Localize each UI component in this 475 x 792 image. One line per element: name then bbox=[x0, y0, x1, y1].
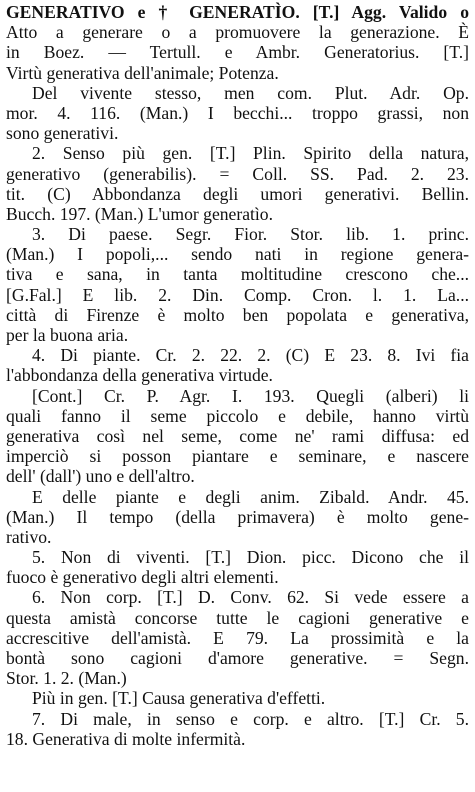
text-line: per la buona aria. bbox=[6, 325, 129, 345]
text-line: l'abbondanza della generativa virtude. bbox=[6, 365, 273, 386]
sense-2-line: 2. Senso più gen. [T.] Plin. Spirito della natura, bbox=[32, 143, 469, 164]
text-line: quali fanno il seme piccolo e debile, hanno virtù bbox=[6, 405, 469, 426]
text-line: sono generativi. bbox=[6, 123, 119, 144]
sense-5-line: 5. Non di viventi. [T.] Dion. picc. Dicono che il bbox=[32, 547, 469, 568]
sense-6-line: 6. Non corp. [T.] D. Conv. 62. Si vede essere a bbox=[32, 587, 469, 608]
text-line: mor. 4. 116. (Man.) I becchi... troppo grassi, non bbox=[6, 102, 469, 123]
text-line: generativo (generabilis). = Coll. SS. Pad. 2. 23. bbox=[6, 163, 469, 184]
text-line: bontà sono cagioni d'amore generative. = Segn. bbox=[6, 648, 469, 668]
text-line: imperciò si posson piantare e seminare, e nascere bbox=[6, 446, 469, 467]
text-line: (Man.) I popoli,... sendo nati in regione genera- bbox=[6, 244, 469, 265]
text-line: tit. (C) Abbondanza degli umori generativi. Bellin. bbox=[6, 183, 469, 204]
text-line: fuoco è generativo degli altri elementi. bbox=[6, 567, 279, 588]
text-line: (Man.) Il tempo (della primavera) è molto gene- bbox=[6, 506, 469, 527]
text-line: questa amistà concorse tutte le cagioni generative e bbox=[6, 607, 469, 628]
text-line: rativo. bbox=[6, 526, 52, 547]
text-line: Atto a generare o a promuovere la generazione. È bbox=[6, 22, 469, 43]
sense-7-line: 7. Di male, in senso e corp. e altro. [T.] Cr. 5. bbox=[32, 708, 469, 729]
text-line: città di Firenze è molto ben popolata e generativa, bbox=[6, 304, 469, 325]
text-line: [Cont.] Cr. P. Agr. I. 193. Quegli (alberi) li bbox=[32, 385, 469, 406]
sense-3-line: 3. Di paese. Segr. Fior. Stor. lib. 1. princ. bbox=[32, 224, 469, 245]
text-line: Del vivente stesso, men com. Plut. Adr. Op. bbox=[32, 82, 469, 103]
text-line: generativa così nel seme, come ne' rami diffusa: ed bbox=[6, 425, 469, 446]
text-line: dell' (dall') uno e dell'altro. bbox=[6, 466, 195, 487]
entry-headword-line: GENERATIVO e † GENERATÌO. [T.] Agg. Valido o bbox=[6, 2, 469, 22]
text-line: accrescitive dell'amistà. E 79. La prossimità e la bbox=[6, 627, 469, 648]
text-line: Stor. 1. 2. (Man.) bbox=[6, 668, 127, 689]
text-line: tiva e sana, in tanta moltitudine crescono che... bbox=[6, 264, 469, 285]
text-line: [G.Fal.] E lib. 2. Din. Comp. Cron. l. 1. La... bbox=[6, 284, 469, 305]
sense-4-line: 4. Di piante. Cr. 2. 22. 2. (C) E 23. 8. Ivi fia bbox=[32, 345, 469, 366]
text-line: E delle piante e degli anim. Zibald. Andr. 45. bbox=[32, 486, 469, 507]
text-line: 18. Generativa di molte infermità. bbox=[6, 728, 246, 749]
text-line: Più in gen. [T.] Causa generativa d'effetti. bbox=[32, 688, 326, 709]
text-line: Virtù generativa dell'animale; Potenza. bbox=[6, 62, 279, 83]
text-line: Bucch. 197. (Man.) L'umor generatìo. bbox=[6, 203, 273, 224]
text-line: in Boez. — Tertull. e Ambr. Generatorius. [T.] bbox=[6, 42, 469, 63]
